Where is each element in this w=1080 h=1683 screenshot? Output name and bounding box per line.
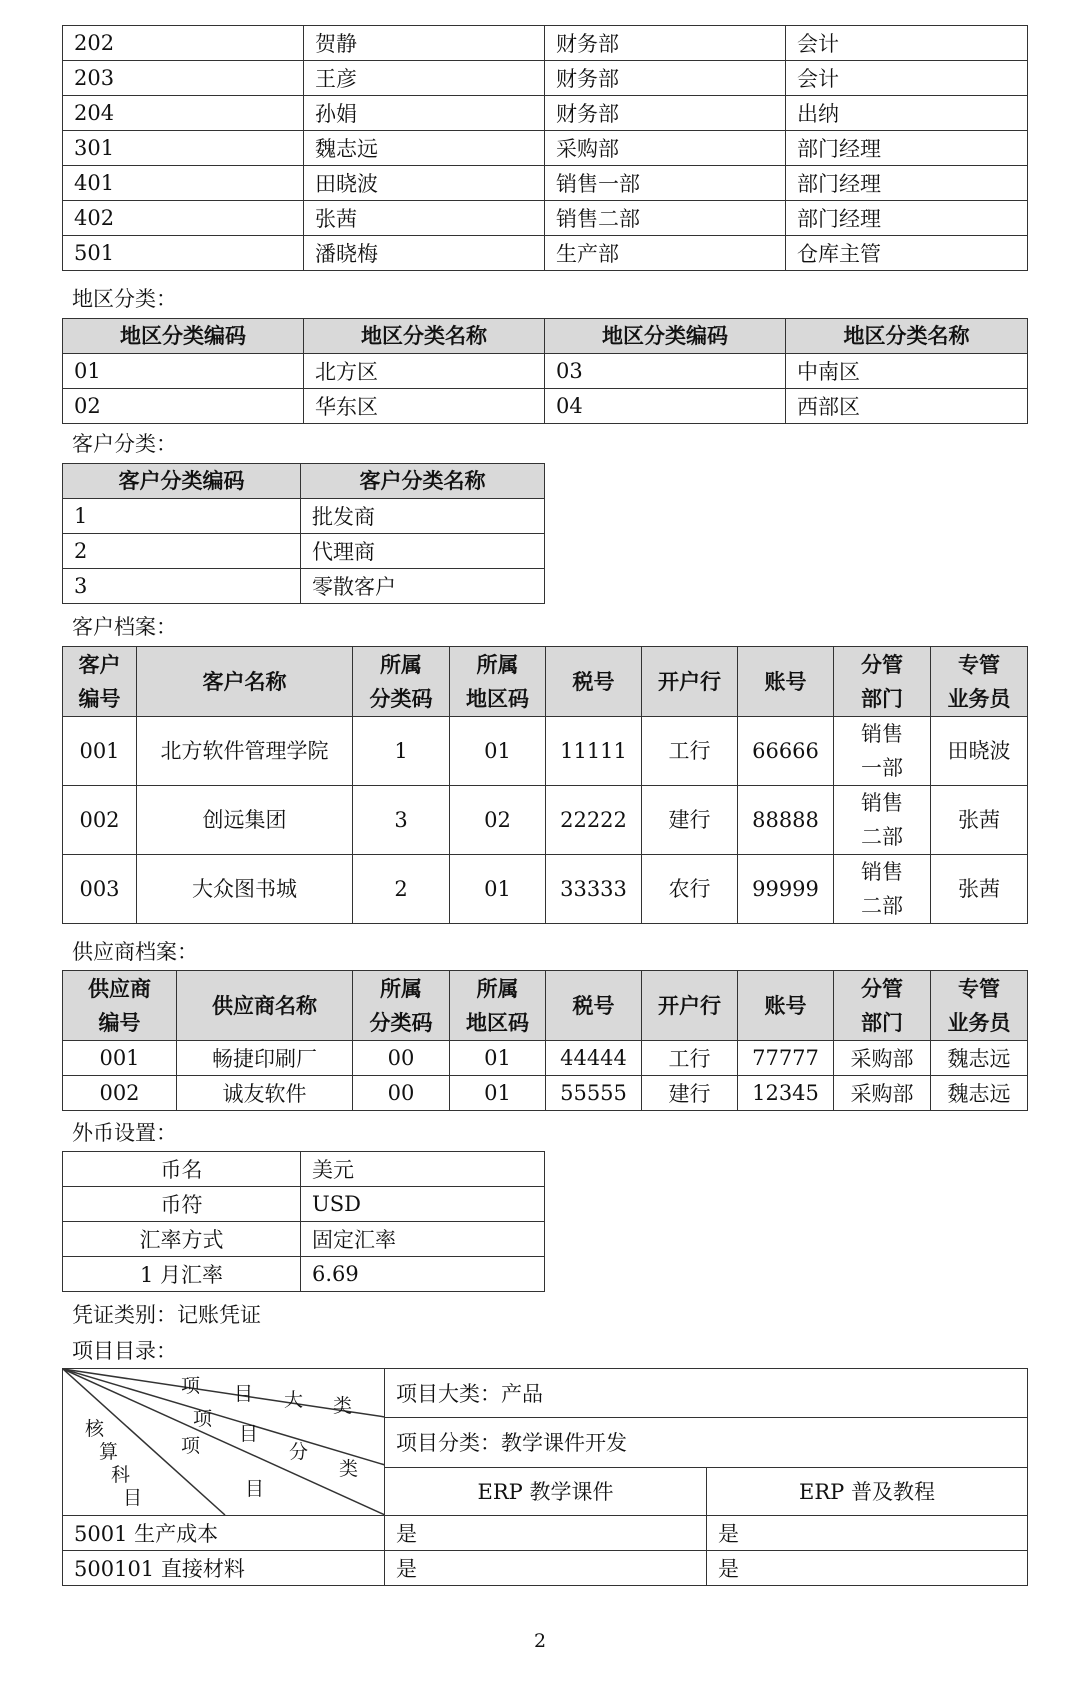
staff-row [63,96,1028,131]
column-header: 地区分类编码 [545,319,786,354]
currency-row-cell: 固定汇率 [301,1222,545,1257]
column-header [63,647,137,717]
customers-table [62,646,1028,924]
project-row-2-item2: 是 [707,1551,1028,1586]
column-header-line-2: 业务员 [947,686,1011,711]
currency-heading: 外币设置： [72,1121,177,1145]
staff-row-cell: 生产部 [545,236,786,271]
staff-row [63,26,1028,61]
supplier-row-cell: 77777 [738,1041,834,1076]
customer-class-row [63,534,545,569]
column-header [834,647,931,717]
customer-row-cell: 建行 [642,786,738,855]
customer-row [63,786,1028,855]
suppliers-table [62,970,1028,1111]
column-header-line-1: 专管 [958,652,1000,677]
column-header: 客户名称 [137,647,353,717]
staff-row-cell: 401 [63,166,304,201]
project-item-2: ERP 普及教程 [707,1467,1028,1515]
customer-row-cell: 01 [450,855,546,924]
customer-class-heading: 客户分类： [72,432,177,456]
staff-row [63,236,1028,271]
column-header-line-2: 地区码 [466,686,529,711]
supplier-row [63,1041,1028,1076]
column-header-line-1: 专管 [958,976,1000,1001]
customer-row-cell: 88888 [738,786,834,855]
currency-row [63,1222,545,1257]
region-table [62,318,1028,424]
region-heading: 地区分类： [72,287,177,311]
currency-row-cell: 美元 [301,1152,545,1187]
staff-row-cell: 会计 [786,26,1028,61]
staff-row-cell: 张茜 [304,201,545,236]
staff-row-cell: 财务部 [545,61,786,96]
column-header-line-2: 分类码 [369,686,433,711]
customer-row-cell-line-1: 销售 [861,860,903,884]
project-row-2-item1: 是 [385,1551,707,1586]
region-row-cell: 北方区 [304,354,545,389]
diag-label-cls-2: 目 [239,1423,259,1445]
region-row [63,354,1028,389]
project-sub-class: 项目分类：教学课件开发 [385,1418,1028,1467]
diag-label-cls-1: 项 [193,1408,213,1430]
staff-row-cell: 501 [63,236,304,271]
staff-row-cell: 301 [63,131,304,166]
customer-class-row [63,569,545,604]
supplier-row-cell: 002 [63,1076,177,1111]
currency-row [63,1187,545,1222]
customer-row-cell [834,717,931,786]
customer-class-row-cell: 2 [63,534,301,569]
supplier-row-cell: 工行 [642,1041,738,1076]
region-row-cell: 西部区 [786,389,1028,424]
column-header-line-1: 所属 [380,976,422,1001]
supplier-row-cell: 55555 [546,1076,642,1111]
currency-row [63,1152,545,1187]
column-header [931,647,1028,717]
column-header: 账号 [738,647,834,717]
customer-class-row-cell: 3 [63,569,301,604]
staff-row-cell: 销售二部 [545,201,786,236]
column-header: 税号 [546,971,642,1041]
customer-class-row-cell: 零散客户 [301,569,545,604]
column-header: 客户分类名称 [301,464,545,499]
staff-row [63,61,1028,96]
column-header-line-1: 分管 [861,976,903,1001]
supplier-row-cell: 12345 [738,1076,834,1111]
customer-class-row-cell: 1 [63,499,301,534]
column-header-line-2: 部门 [861,1010,903,1035]
customer-row-cell: 大众图书城 [137,855,353,924]
region-row-cell: 华东区 [304,389,545,424]
customer-row-cell-line-1: 销售 [861,791,903,815]
supplier-row-cell: 01 [450,1076,546,1111]
column-header: 开户行 [642,647,738,717]
customer-row-cell: 66666 [738,717,834,786]
customer-row-cell: 3 [353,786,450,855]
supplier-row-cell: 00 [353,1076,450,1111]
supplier-row-cell: 01 [450,1041,546,1076]
staff-row-cell: 销售一部 [545,166,786,201]
staff-row-cell: 财务部 [545,96,786,131]
column-header: 客户分类编码 [63,464,301,499]
column-header-line-2: 业务员 [947,1010,1011,1035]
column-header-line-2: 分类码 [369,1010,433,1035]
staff-row-cell: 王彦 [304,61,545,96]
page-number: 2 [533,1630,547,1652]
staff-row-cell: 孙娟 [304,96,545,131]
customer-row [63,717,1028,786]
voucher-type: 凭证类别：记账凭证 [72,1303,261,1327]
diag-label-big-4: 类 [333,1395,353,1417]
staff-row [63,131,1028,166]
staff-row-cell: 402 [63,201,304,236]
customer-row-cell: 张茜 [931,786,1028,855]
staff-row-cell: 贺静 [304,26,545,61]
customer-row-cell: 99999 [738,855,834,924]
customer-row [63,855,1028,924]
customer-row-cell [834,786,931,855]
customer-row-cell: 22222 [546,786,642,855]
staff-row-cell: 财务部 [545,26,786,61]
customer-class-row-cell: 代理商 [301,534,545,569]
region-row-cell: 中南区 [786,354,1028,389]
region-row-cell: 01 [63,354,304,389]
staff-row-cell: 采购部 [545,131,786,166]
project-row-1-item2: 是 [707,1516,1028,1551]
customer-row-cell: 2 [353,855,450,924]
column-header: 地区分类名称 [786,319,1028,354]
customer-row-cell: 农行 [642,855,738,924]
diag-label-acct-3: 科 [111,1464,131,1486]
customer-row-cell: 北方软件管理学院 [137,717,353,786]
diag-label-acct-1: 核 [85,1418,105,1440]
column-header: 地区分类名称 [304,319,545,354]
column-header-line-2: 地区码 [466,1010,529,1035]
project-table [62,1368,1028,1586]
column-header-line-1: 客户 [78,652,121,677]
column-header: 供应商名称 [177,971,353,1041]
supplier-row-cell: 00 [353,1041,450,1076]
customer-row-cell: 33333 [546,855,642,924]
column-header [353,971,450,1041]
staff-row-cell: 204 [63,96,304,131]
column-header-line-2: 部门 [861,686,903,711]
customer-row-cell-line-2: 二部 [861,894,903,918]
currency-row-cell: 1 月汇率 [63,1257,301,1292]
region-row-cell: 02 [63,389,304,424]
supplier-row-cell: 畅捷印刷厂 [177,1041,353,1076]
diag-label-acct-2: 算 [99,1441,119,1463]
region-row [63,389,1028,424]
diag-label-cls-4: 类 [339,1458,359,1480]
customer-row-cell: 工行 [642,717,738,786]
project-big-class: 项目大类：产品 [385,1369,1028,1418]
region-row-cell: 03 [545,354,786,389]
diag-label-item-1: 项 [181,1435,201,1457]
customer-row-cell: 11111 [546,717,642,786]
currency-row-cell: 币名 [63,1152,301,1187]
column-header-line-1: 所属 [476,976,519,1001]
column-header: 账号 [738,971,834,1041]
supplier-row-cell: 采购部 [834,1041,931,1076]
customer-class-table [62,463,545,604]
project-row-2-account: 500101 直接材料 [63,1551,385,1586]
supplier-row-cell: 魏志远 [931,1076,1028,1111]
customer-class-row [63,499,545,534]
staff-row-cell: 部门经理 [786,131,1028,166]
customer-row-cell-line-2: 一部 [861,756,903,780]
column-header-line-1: 所属 [476,652,519,677]
region-row-cell: 04 [545,389,786,424]
customer-row-cell: 01 [450,717,546,786]
diag-label-big-2: 目 [234,1383,254,1405]
supplier-row-cell: 建行 [642,1076,738,1111]
column-header [450,971,546,1041]
column-header [834,971,931,1041]
customer-row-cell: 001 [63,717,137,786]
currency-row-cell: 汇率方式 [63,1222,301,1257]
staff-row-cell: 田晓波 [304,166,545,201]
customer-row-cell: 1 [353,717,450,786]
staff-row [63,166,1028,201]
currency-row-cell: 币符 [63,1187,301,1222]
staff-table [62,25,1028,271]
customer-row-cell: 张茜 [931,855,1028,924]
column-header-line-2: 编号 [98,1010,141,1035]
column-header [63,971,177,1041]
currency-row [63,1257,545,1292]
column-header-line-1: 分管 [861,652,903,677]
customer-row-cell [834,855,931,924]
column-header [931,971,1028,1041]
customer-row-cell: 003 [63,855,137,924]
staff-row-cell: 会计 [786,61,1028,96]
diagonal-header-cell [63,1369,385,1516]
customer-row-cell-line-2: 二部 [861,825,903,849]
column-header-line-1: 所属 [380,652,422,677]
diag-label-big-3: 大 [284,1389,304,1411]
staff-row [63,201,1028,236]
project-row-1-account: 5001 生产成本 [63,1516,385,1551]
project-item-1: ERP 教学课件 [385,1467,707,1515]
staff-row-cell: 出纳 [786,96,1028,131]
suppliers-heading: 供应商档案： [72,940,198,964]
staff-row-cell: 部门经理 [786,201,1028,236]
column-header-line-2: 编号 [78,686,121,711]
supplier-row-cell: 诚友软件 [177,1076,353,1111]
staff-row-cell: 仓库主管 [786,236,1028,271]
supplier-row-cell: 44444 [546,1041,642,1076]
customer-row-cell: 02 [450,786,546,855]
customer-class-row-cell: 批发商 [301,499,545,534]
project-heading: 项目目录： [72,1339,177,1363]
supplier-row-cell: 魏志远 [931,1041,1028,1076]
customers-heading: 客户档案： [72,615,177,639]
supplier-row-cell: 采购部 [834,1076,931,1111]
column-header: 开户行 [642,971,738,1041]
supplier-row-cell: 001 [63,1041,177,1076]
column-header-line-1: 供应商 [88,976,151,1001]
staff-row-cell: 部门经理 [786,166,1028,201]
column-header: 地区分类编码 [63,319,304,354]
project-row-1-item1: 是 [385,1516,707,1551]
diag-label-big-1: 项 [181,1375,201,1397]
diag-label-cls-3: 分 [289,1441,309,1463]
customer-row-cell-line-1: 销售 [861,722,903,746]
currency-row-cell: USD [301,1187,545,1222]
currency-row-cell: 6.69 [301,1257,545,1292]
diag-label-acct-4: 目 [123,1487,143,1509]
customer-row-cell: 田晓波 [931,717,1028,786]
diag-label-item-2: 目 [245,1478,265,1500]
staff-row-cell: 潘晓梅 [304,236,545,271]
currency-table [62,1151,545,1292]
column-header: 税号 [546,647,642,717]
customer-row-cell: 002 [63,786,137,855]
staff-row-cell: 203 [63,61,304,96]
customer-row-cell: 创远集团 [137,786,353,855]
staff-row-cell: 魏志远 [304,131,545,166]
column-header [450,647,546,717]
column-header [353,647,450,717]
supplier-row [63,1076,1028,1111]
staff-row-cell: 202 [63,26,304,61]
